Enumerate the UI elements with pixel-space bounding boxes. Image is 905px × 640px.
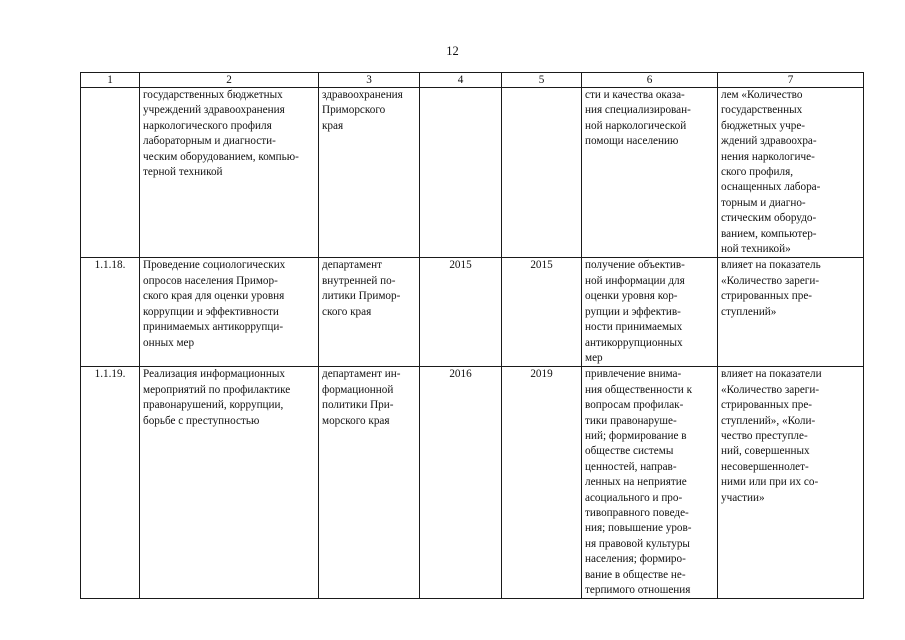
- document-table: [80, 72, 864, 599]
- expected-result: привлечение внима- ния общественности к вопросам профилак- тики правонаруше- ний; формирование в обществе системы ценностей, направ- ленных на неприятие асоциального и про- тивоправного поведе- ния; повышение уров- ня правовой культуры населения; формиро- вание в обществе не- терпимого отношения: [582, 367, 718, 599]
- column-header-6: 6: [582, 73, 718, 88]
- executor: департамент ин- формационной политики При- морского края: [319, 367, 420, 599]
- indicator-link: лем «Количество государственных бюджетных учре- ждений здравоохра- нения наркологиче- ского профиля, оснащенных лабора- торным и диагно- стическим оборудо- ванием, компьютер- ной техникой»: [718, 88, 864, 258]
- page-number: 12: [446, 44, 459, 58]
- end-year: 2015: [502, 258, 582, 367]
- event-description: государственных бюджетных учреждений здравоохранения наркологического профиля лабораторным и диагности- ческим оборудованием, компью- терной техникой: [140, 88, 319, 258]
- expected-result: получение объектив- ной информации для оценки уровня кор- рупции и эффектив- ности принимаемых антикоррупционных мер: [582, 258, 718, 367]
- end-year: 2019: [502, 367, 582, 599]
- start-year: 2015: [420, 258, 502, 367]
- item-number: 1.1.19.: [81, 367, 140, 599]
- column-header-1: 1: [81, 73, 140, 88]
- start-year: [420, 88, 502, 258]
- start-year: 2016: [420, 367, 502, 599]
- indicator-link: влияет на показатель «Количество зареги- стрированных пре- ступлений»: [718, 258, 864, 367]
- event-description: Проведение социологических опросов населения Примор- ского края для оценки уровня коррупции и эффективности принимаемых антикоррупци- онных мер: [140, 258, 319, 367]
- table-row: [81, 258, 864, 367]
- executor: здравоохранения Приморского края: [319, 88, 420, 258]
- item-number: [81, 88, 140, 258]
- table-row: [81, 367, 864, 599]
- table-header-row: [81, 73, 864, 88]
- end-year: [502, 88, 582, 258]
- event-description: Реализация информационных мероприятий по профилактике правонарушений, коррупции, борьбе с преступностью: [140, 367, 319, 599]
- table-row: [81, 88, 864, 258]
- expected-result: сти и качества оказа- ния специализирован- ной наркологической помощи населению: [582, 88, 718, 258]
- column-header-3: 3: [319, 73, 420, 88]
- column-header-2: 2: [140, 73, 319, 88]
- executor: департамент внутренней по- литики Примор- ского края: [319, 258, 420, 367]
- indicator-link: влияет на показатели «Количество зареги- стрированных пре- ступлений», «Коли- чество преступле- ний, совершенных несовершеннолет- ними или при их со- участии»: [718, 367, 864, 599]
- column-header-5: 5: [502, 73, 582, 88]
- column-header-4: 4: [420, 73, 502, 88]
- column-header-7: 7: [718, 73, 864, 88]
- item-number: 1.1.18.: [81, 258, 140, 367]
